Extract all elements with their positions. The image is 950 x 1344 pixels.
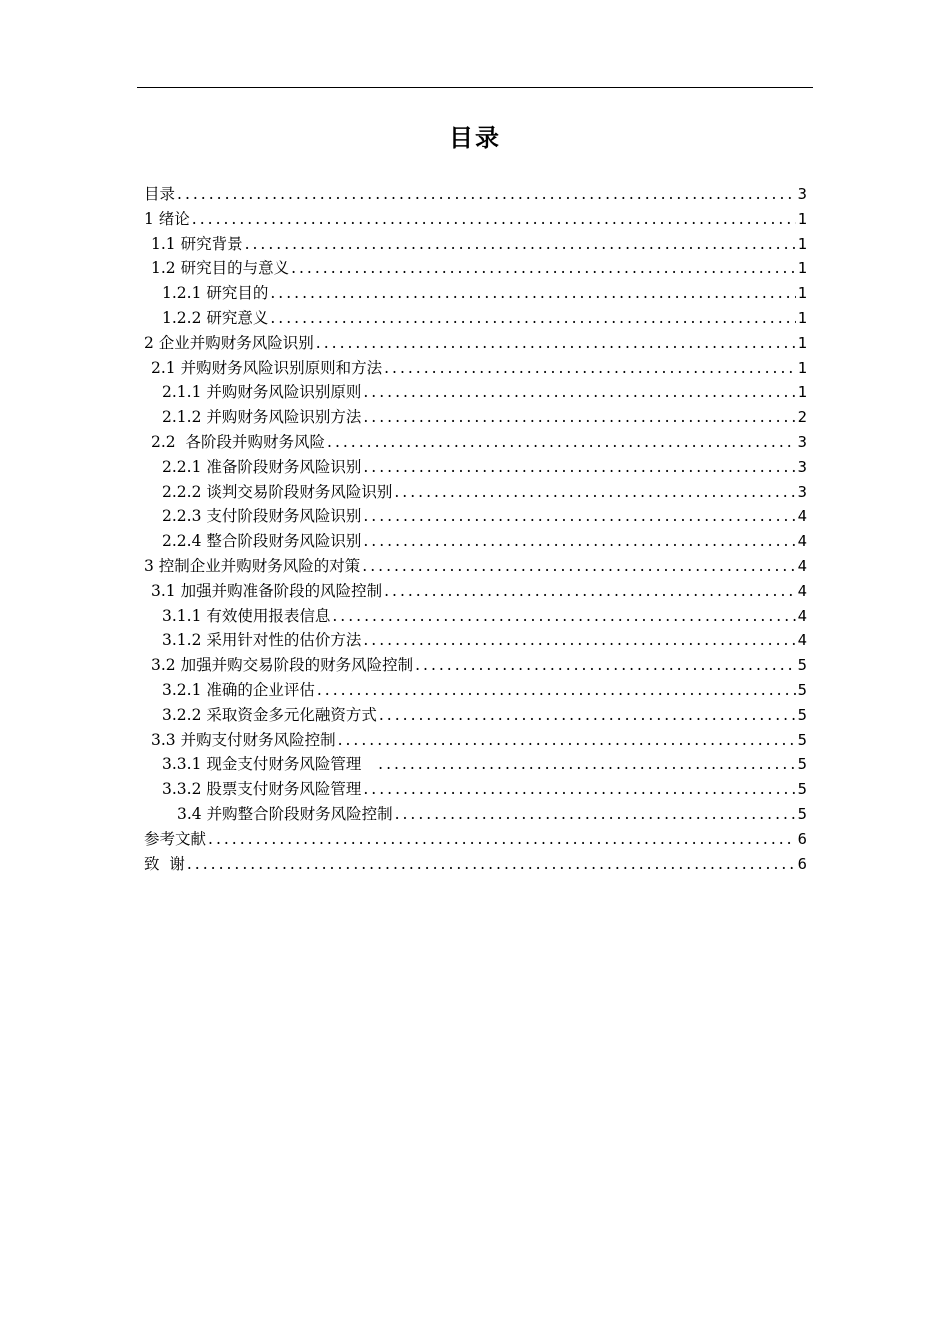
toc-page-number: 1 xyxy=(797,358,807,377)
toc-entry-references[interactable] xyxy=(144,827,807,852)
toc-entry-label: 2.2.4 整合阶段财务风险识别 xyxy=(162,532,362,551)
toc-leader-dots xyxy=(382,356,796,381)
toc-leader-dots xyxy=(361,777,795,802)
toc-entry-acknowledgements[interactable] xyxy=(144,852,807,877)
toc-entry-3-1[interactable] xyxy=(144,579,807,604)
toc-leader-dots xyxy=(361,529,795,554)
toc-leader-dots xyxy=(314,331,796,356)
toc-entry-label: 1 绪论 xyxy=(144,209,190,228)
toc-leader-dots xyxy=(382,579,796,604)
toc-entry-2-2-2[interactable] xyxy=(144,480,807,505)
toc-entry-label: 目录 xyxy=(144,185,176,203)
toc-entry-label: 3.2.1 准确的企业评估 xyxy=(162,680,315,699)
toc-leader-dots xyxy=(268,281,795,306)
toc-page-number: 3 xyxy=(797,432,807,451)
toc-entry-label: 2.1.1 并购财务风险识别原则 xyxy=(162,383,362,402)
toc-page-number: 1 xyxy=(797,333,807,352)
toc-leader-dots xyxy=(361,628,795,653)
toc-page-number: 6 xyxy=(797,854,807,873)
toc-leader-dots xyxy=(289,256,796,281)
toc-page-number: 5 xyxy=(797,755,807,774)
page-title: 目录 xyxy=(449,123,501,152)
toc-entry-3-3-2[interactable] xyxy=(144,777,807,802)
toc-entry-3-1-2[interactable] xyxy=(144,628,807,653)
toc-page-number: 1 xyxy=(797,284,807,303)
toc-page-number: 5 xyxy=(797,680,807,699)
toc-entry-1-2[interactable] xyxy=(144,256,807,281)
toc-page-number: 3 xyxy=(797,185,807,203)
toc-leader-dots xyxy=(392,480,795,505)
table-of-contents xyxy=(144,182,807,876)
toc-page-number: 4 xyxy=(797,581,807,600)
toc-entry-label: 3.3.1 现金支付财务风险管理 xyxy=(162,755,377,774)
toc-page-number: 4 xyxy=(797,631,807,650)
toc-page-number: 5 xyxy=(797,656,807,675)
toc-leader-dots xyxy=(393,802,796,827)
toc-entry-3-3-1[interactable] xyxy=(144,752,807,777)
toc-page-number: 4 xyxy=(797,606,807,625)
toc-entry-3[interactable] xyxy=(144,554,807,579)
toc-entry-label: 3.1 加强并购准备阶段的风险控制 xyxy=(151,581,383,600)
toc-leader-dots xyxy=(361,405,795,430)
toc-entry-label: 2.1 并购财务风险识别原则和方法 xyxy=(151,358,383,377)
toc-page-number: 4 xyxy=(797,556,807,575)
toc-page-number: 1 xyxy=(797,209,807,228)
toc-page-number: 3 xyxy=(797,457,807,476)
toc-entry-label: 参考文献 xyxy=(144,829,207,848)
toc-leader-dots xyxy=(243,232,796,257)
toc-entry-3-2-2[interactable] xyxy=(144,703,807,728)
toc-entry-2-2[interactable] xyxy=(144,430,807,455)
toc-entry-label: 3.3 并购支付财务风险控制 xyxy=(151,730,336,749)
toc-entry-2-2-3[interactable] xyxy=(144,504,807,529)
toc-leader-dots xyxy=(330,604,795,629)
toc-page-number: 4 xyxy=(797,532,807,551)
toc-entry-1[interactable] xyxy=(144,207,807,232)
toc-page-number: 5 xyxy=(797,730,807,749)
toc-leader-dots xyxy=(377,703,796,728)
toc-entry-label: 1.1 研究背景 xyxy=(151,234,243,253)
toc-entry-label: 2.2 各阶段并购财务风险 xyxy=(151,432,326,451)
toc-leader-dots xyxy=(206,827,796,852)
toc-entry-1-2-1[interactable] xyxy=(144,281,807,306)
toc-leader-dots xyxy=(336,728,796,753)
toc-leader-dots xyxy=(361,380,795,405)
toc-entry-contents[interactable] xyxy=(144,182,807,207)
toc-page-number: 1 xyxy=(797,234,807,253)
header-rule xyxy=(137,87,813,88)
toc-page-number: 6 xyxy=(797,829,807,848)
toc-entry-label: 3.1.1 有效使用报表信息 xyxy=(162,606,331,625)
toc-page-number: 3 xyxy=(797,482,807,501)
toc-entry-label: 3.4 并购整合阶段财务风险控制 xyxy=(177,804,393,823)
toc-entry-1-2-2[interactable] xyxy=(144,306,807,331)
toc-leader-dots xyxy=(185,852,796,877)
toc-entry-label: 3.1.2 采用针对性的估价方法 xyxy=(162,631,362,650)
toc-entry-label: 1.2.2 研究意义 xyxy=(162,308,269,327)
toc-entry-3-4[interactable] xyxy=(144,802,807,827)
toc-entry-label: 2.2.1 准备阶段财务风险识别 xyxy=(162,457,362,476)
toc-leader-dots xyxy=(360,554,795,579)
toc-entry-label: 致 谢 xyxy=(144,854,185,873)
toc-page-number: 5 xyxy=(797,705,807,724)
toc-entry-1-1[interactable] xyxy=(144,232,807,257)
toc-entry-label: 2.1.2 并购财务风险识别方法 xyxy=(162,408,362,427)
toc-leader-dots xyxy=(175,182,796,207)
toc-entry-label: 2.2.2 谈判交易阶段财务风险识别 xyxy=(162,482,393,501)
toc-entry-2-1[interactable] xyxy=(144,356,807,381)
toc-entry-label: 1.2 研究目的与意义 xyxy=(151,259,290,278)
toc-leader-dots xyxy=(361,455,795,480)
toc-entry-label: 3.3.2 股票支付财务风险管理 xyxy=(162,780,362,799)
toc-leader-dots xyxy=(361,504,795,529)
toc-leader-dots xyxy=(190,207,796,232)
toc-entry-2[interactable] xyxy=(144,331,807,356)
toc-entry-label: 3.2.2 采取资金多元化融资方式 xyxy=(162,705,377,724)
toc-page-number: 4 xyxy=(797,507,807,526)
toc-entry-label: 3.2 加强并购交易阶段的财务风险控制 xyxy=(151,656,414,675)
toc-page-number: 5 xyxy=(797,780,807,799)
toc-entry-3-2-1[interactable] xyxy=(144,678,807,703)
toc-leader-dots xyxy=(325,430,796,455)
toc-entry-2-1-1[interactable] xyxy=(144,380,807,405)
toc-entry-label: 3 控制企业并购财务风险的对策 xyxy=(144,556,361,575)
toc-page-number: 1 xyxy=(797,259,807,278)
toc-entry-3-2[interactable] xyxy=(144,653,807,678)
toc-leader-dots xyxy=(268,306,795,331)
toc-entry-2-2-4[interactable] xyxy=(144,529,807,554)
toc-page-number: 1 xyxy=(797,383,807,402)
toc-leader-dots xyxy=(376,752,796,777)
toc-leader-dots xyxy=(315,678,796,703)
toc-entry-2-2-1[interactable] xyxy=(144,455,807,480)
toc-entry-label: 1.2.1 研究目的 xyxy=(162,284,269,303)
toc-entry-3-3[interactable] xyxy=(144,728,807,753)
toc-leader-dots xyxy=(413,653,796,678)
toc-entry-2-1-2[interactable] xyxy=(144,405,807,430)
toc-page-number: 1 xyxy=(797,308,807,327)
toc-entry-3-1-1[interactable] xyxy=(144,604,807,629)
toc-page-number: 5 xyxy=(797,804,807,823)
toc-page-number: 2 xyxy=(797,408,807,427)
toc-entry-label: 2.2.3 支付阶段财务风险识别 xyxy=(162,507,362,526)
toc-entry-label: 2 企业并购财务风险识别 xyxy=(144,333,314,352)
